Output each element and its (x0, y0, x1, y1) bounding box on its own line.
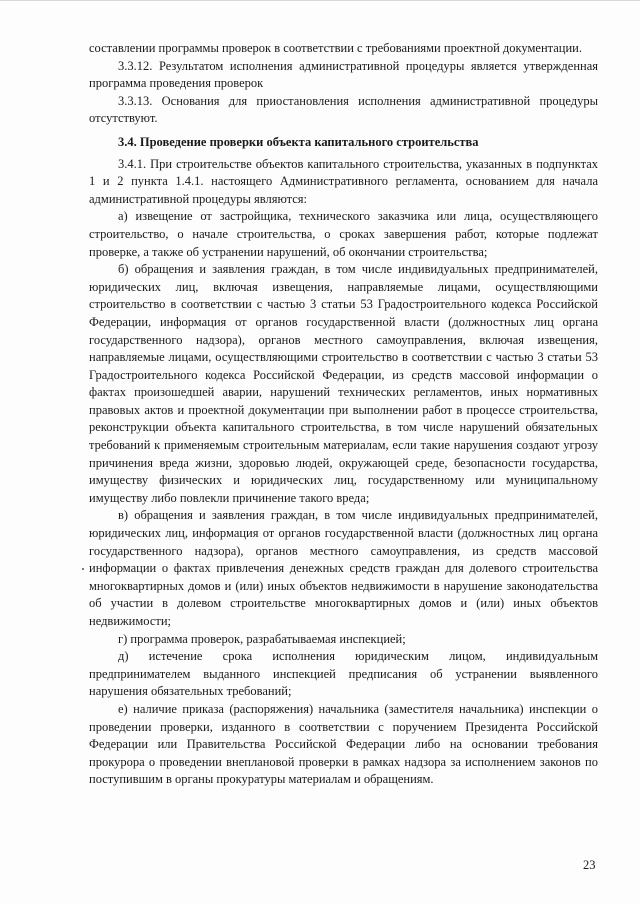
list-item-b: б) обращения и заявления граждан, в том числе индивидуальных предпринимателей, юридических лиц, включая извещения, направляемые лицами, осуществляющими строительство в соответствии с частью 3 статьи 53 Градостроительного кодекса Российской Федерации, информация от органов государственной власти (должностных лиц органа государственного надзора), органов местного самоуправления, включая извещения, направляемые лицами, осуществляющими строительство в соответствии с частью 3 статьи 53 Градостроительного кодекса Российской Федерации, из средств массовой информации о фактах произошедшей аварии, нарушений технических регламентов, иных нормативных правовых актов и проектной документации при выполнении работ в процессе строительства, реконструкции объекта капитального строительства, в том числе нарушений обязательных требований к применяемым строительным материалам, если такие нарушения создают угрозу причинения вреда жизни, здоровью людей, окружающей среде, безопасности государства, имуществу физических и юридических лиц, государственному или муниципальному имуществу либо повлекли причинение такого вреда; (89, 262, 598, 505)
list-item-d: д) истечение срока исполнения юридическим лицом, индивидуальным предпринимателем выданного инспекцией предписания об устранении выявленного нарушения обязательных требований; (89, 649, 598, 699)
paragraph-3-3-13: 3.3.13. Основания для приостановления исполнения административной процедуры отсутствуют. (89, 93, 598, 126)
paragraph-3-3-12: 3.3.12. Результатом исполнения административной процедуры является утвержденная программа проведения проверок (89, 58, 598, 91)
scan-edge (0, 0, 640, 1)
list-item-g: г) программа проверок, разрабатываемая инспекцией; (118, 631, 406, 646)
paragraph-3-4-1: 3.4.1. При строительстве объектов капитального строительства, указанных в подпунктах 1 и 2 пункта 1.4.1. настоящего Административного регламента, основанием для начала административной процедуры являются: (89, 156, 598, 206)
document-body (89, 40, 598, 789)
list-item-e: е) наличие приказа (распоряжения) начальника (заместителя начальника) инспекции о проведении проверки, изданного в соответствии с поручением Президента Российской Федерации или Правительства Российской Федерации либо на основании требования прокурора о проведении внеплановой проверки в рамках надзора за исполнением законов по поступившим в органы прокуратуры материалам и обращениям. (89, 701, 598, 787)
scan-mark (82, 568, 84, 570)
section-heading-3-4: 3.4. Проведение проверки объекта капитального строительства (118, 134, 479, 149)
list-item-v: в) обращения и заявления граждан, в том числе индивидуальных предпринимателей, юридических лиц, информация от органов государственной власти (должностных лиц органа государственного надзора), органов местного самоуправления, из средств массовой информации о фактах привлечения денежных средств граждан для долевого строительства многоквартирных домов и (или) иных объектов недвижимости в нарушение законодательства об участии в долевом строительстве многоквартирных домов и (или) иных объектов недвижимости; (89, 508, 598, 628)
list-item-a: а) извещение от застройщика, технического заказчика или лица, осуществляющего строительство, о начале строительства, о сроках завершения работ, которые подлежат проверке, а также об устранении нарушений, об окончании строительства; (89, 209, 598, 259)
paragraph-continuation: составлении программы проверок в соответствии с требованиями проектной документации. (89, 41, 582, 55)
page-number: 23 (583, 858, 596, 872)
